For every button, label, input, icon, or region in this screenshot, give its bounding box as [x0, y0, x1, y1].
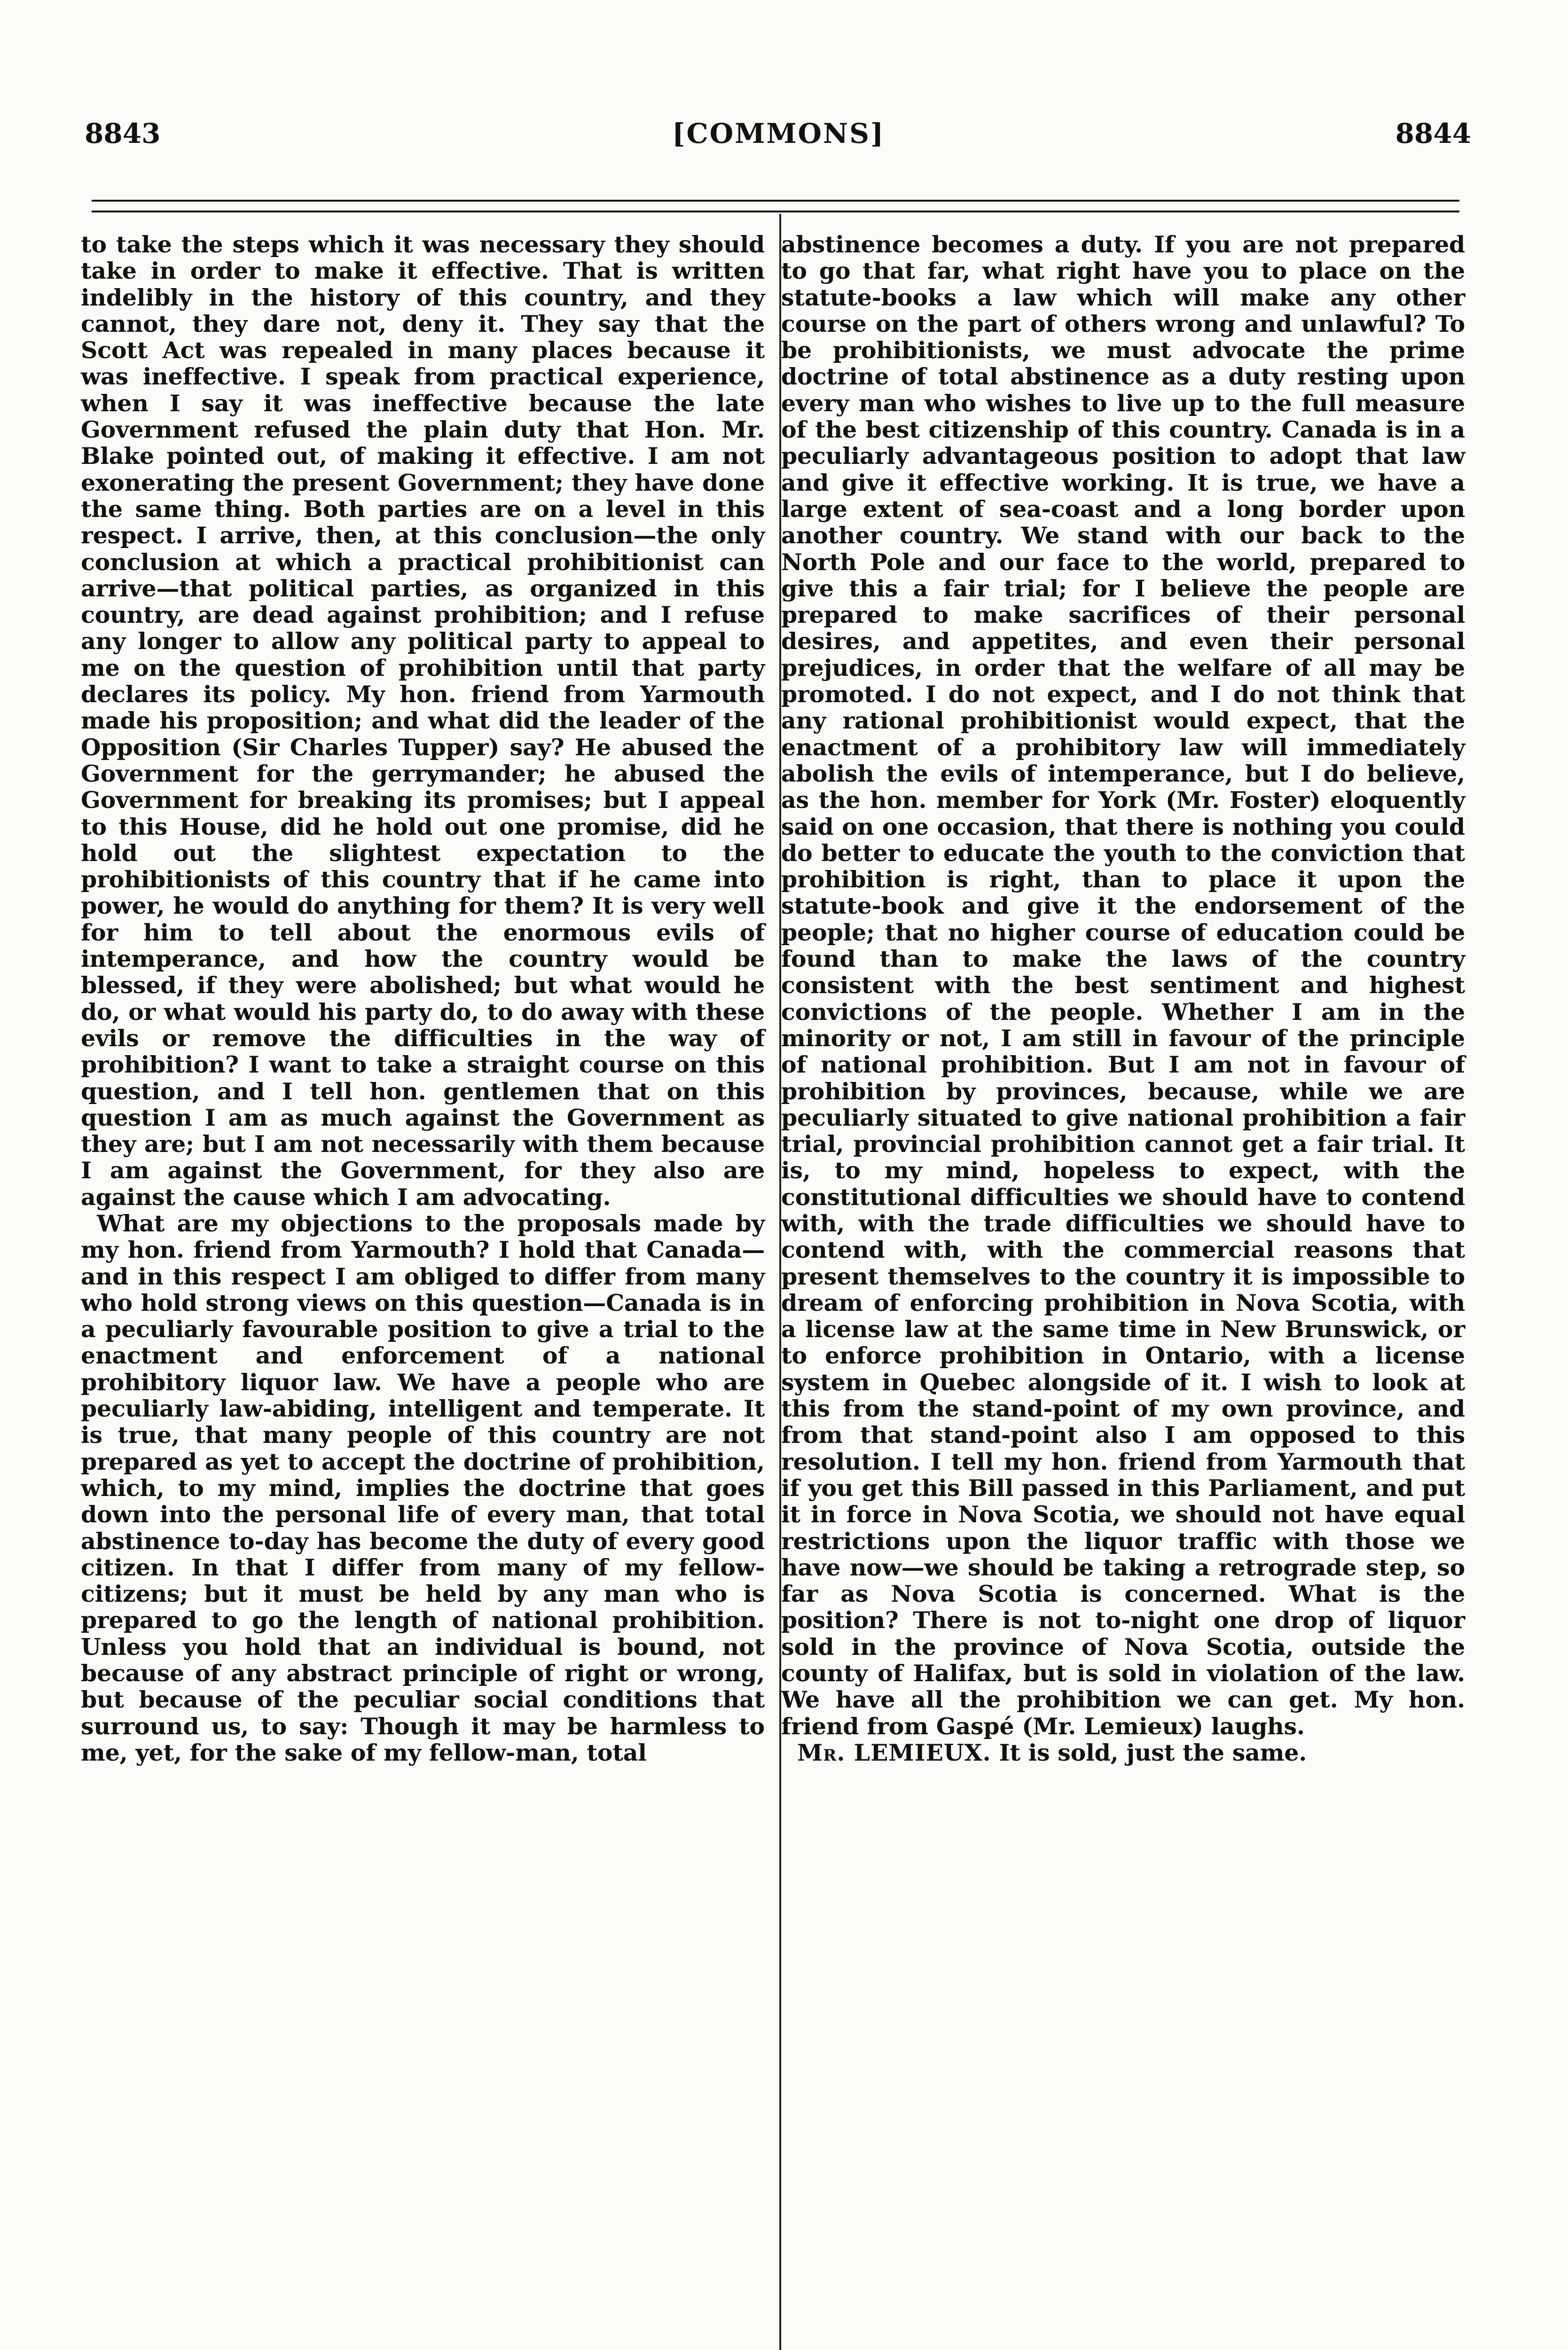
- header-rule-top: [92, 200, 1459, 202]
- page-header: [85, 118, 1471, 169]
- page-number-right: 8844: [1395, 118, 1471, 149]
- running-title: [COMMONS]: [672, 118, 885, 149]
- page-number-left: 8843: [85, 118, 161, 149]
- left-paragraph-1: to take the steps which it was necessary they should take in order to make it effective. That is written indelibly in the history of this country, and they cannot, they dare not, deny it. They say that the Scott Act was repealed in many places because it was ineffective. I speak from practical experience, when I say it was ineffective because the late Government refused the plain duty that Hon. Mr. Blake pointed out, of making it effective. I am not exonerating the present Government; they have done the same thing. Both parties are on a level in this respect. I arrive, then, at this conclusion—the only conclusion at which a practical prohibitionist can arrive—that political parties, as organized in this country, are dead against prohibition; and I refuse any longer to allow any political party to appeal to me on the question of prohibition until that party declares its policy. My hon. friend from Yarmouth made his proposition; and what did the leader of the Opposition (Sir Charles Tupper) say? He abused the Government for the gerrymander; he abused the Government for breaking its promises; but I appeal to this House, did he hold out one promise, did he hold out the slightest expectation to the prohibitionists of this country that if he came into power, he would do anything for them? It is very well for him to tell about the enormous evils of intemperance, and how the country would be blessed, if they were abolished; but what would he do, or what would his party do, to do away with these evils or remove the difficulties in the way of prohibition? I want to take a straight course on this question, and I tell hon. gentlemen that on this question I am as much against the Government as they are; but I am not necessarily with them because I am against the Government, for they also are against the cause which I am advocating.: [81, 231, 765, 1211]
- right-column: [781, 231, 1465, 1766]
- interjection-text: It is sold, just the same.: [999, 1739, 1307, 1766]
- header-rule-bottom: [92, 211, 1459, 212]
- interjection: [781, 1739, 1465, 1766]
- interjection-speaker: Mr. LEMIEUX.: [797, 1739, 991, 1766]
- left-column: [81, 231, 765, 1766]
- right-paragraph-1: abstinence becomes a duty. If you are not prepared to go that far, what right have you to place on the statute-books a law which will make any other course on the part of others wrong and unlawful? To be prohibitionists, we must advocate the prime doctrine of total abstinence as a duty resting upon every man who wishes to live up to the full measure of the best citizenship of this country. Canada is in a peculiarly advantageous position to adopt that law and give it effective working. It is true, we have a large extent of sea-coast and a long border upon another country. We stand with our back to the North Pole and our face to the world, prepared to give this a fair trial; for I believe the people are prepared to make sacrifices of their personal desires, and appetites, and even their personal prejudices, in order that the welfare of all may be promoted. I do not expect, and I do not think that any rational prohibitionist would expect, that the enactment of a prohibitory law will immediately abolish the evils of intemperance, but I do believe, as the hon. member for York (Mr. Foster) eloquently said on one occasion, that there is nothing you could do better to educate the youth to the conviction that prohibition is right, than to place it upon the statute-book and give it the endorsement of the people; that no higher course of education could be found than to make the laws of the country consistent with the best sentiment and highest convictions of the people. Whether I am in the minority or not, I am still in favour of the principle of national prohibition. But I am not in favour of prohibition by provinces, because, while we are peculiarly situated to give national prohibition a fair trial, provincial prohibition cannot get a fair trial. It is, to my mind, hopeless to expect, with the constitutional difficulties we should have to contend with, with the trade difficulties we should have to contend with, with the commercial reasons that present themselves to the country it is impossible to dream of enforcing prohibition in Nova Scotia, with a license law at the same time in New Brunswick, or to enforce prohibition in Ontario, with a license system in Quebec alongside of it. I wish to look at this from the stand-point of my own province, and from that stand-point also I am opposed to this resolution. I tell my hon. friend from Yarmouth that if you get this Bill passed in this Parliament, and put it in force in Nova Scotia, we should not have equal restrictions upon the liquor traffic with those we have now—we should be taking a retrograde step, so far as Nova Scotia is concerned. What is the position? There is not to-night one drop of liquor sold in the province of Nova Scotia, outside the county of Halifax, but is sold in violation of the law. We have all the prohibition we can get. My hon. friend from Gaspé (Mr. Lemieux) laughs.: [781, 231, 1465, 1740]
- left-paragraph-2: What are my objections to the proposals made by my hon. friend from Yarmouth? I hold that Canada—and in this respect I am obliged to differ from many who hold strong views on this question—Canada is in a peculiarly favourable position to give a trial to the enactment and enforcement of a national prohibitory liquor law. We have a people who are peculiarly law-abiding, intelligent and temperate. It is true, that many people of this country are not prepared as yet to accept the doctrine of prohibition, which, to my mind, implies the doctrine that goes down into the personal life of every man, that total abstinence to-day has become the duty of every good citizen. In that I differ from many of my fellow-citizens; but it must be held by any man who is prepared to go the length of national prohibition. Unless you hold that an individual is bound, not because of any abstract principle of right or wrong, but because of the peculiar social conditions that surround us, to say: Though it may be harmless to me, yet, for the sake of my fellow-man, total: [81, 1209, 765, 1766]
